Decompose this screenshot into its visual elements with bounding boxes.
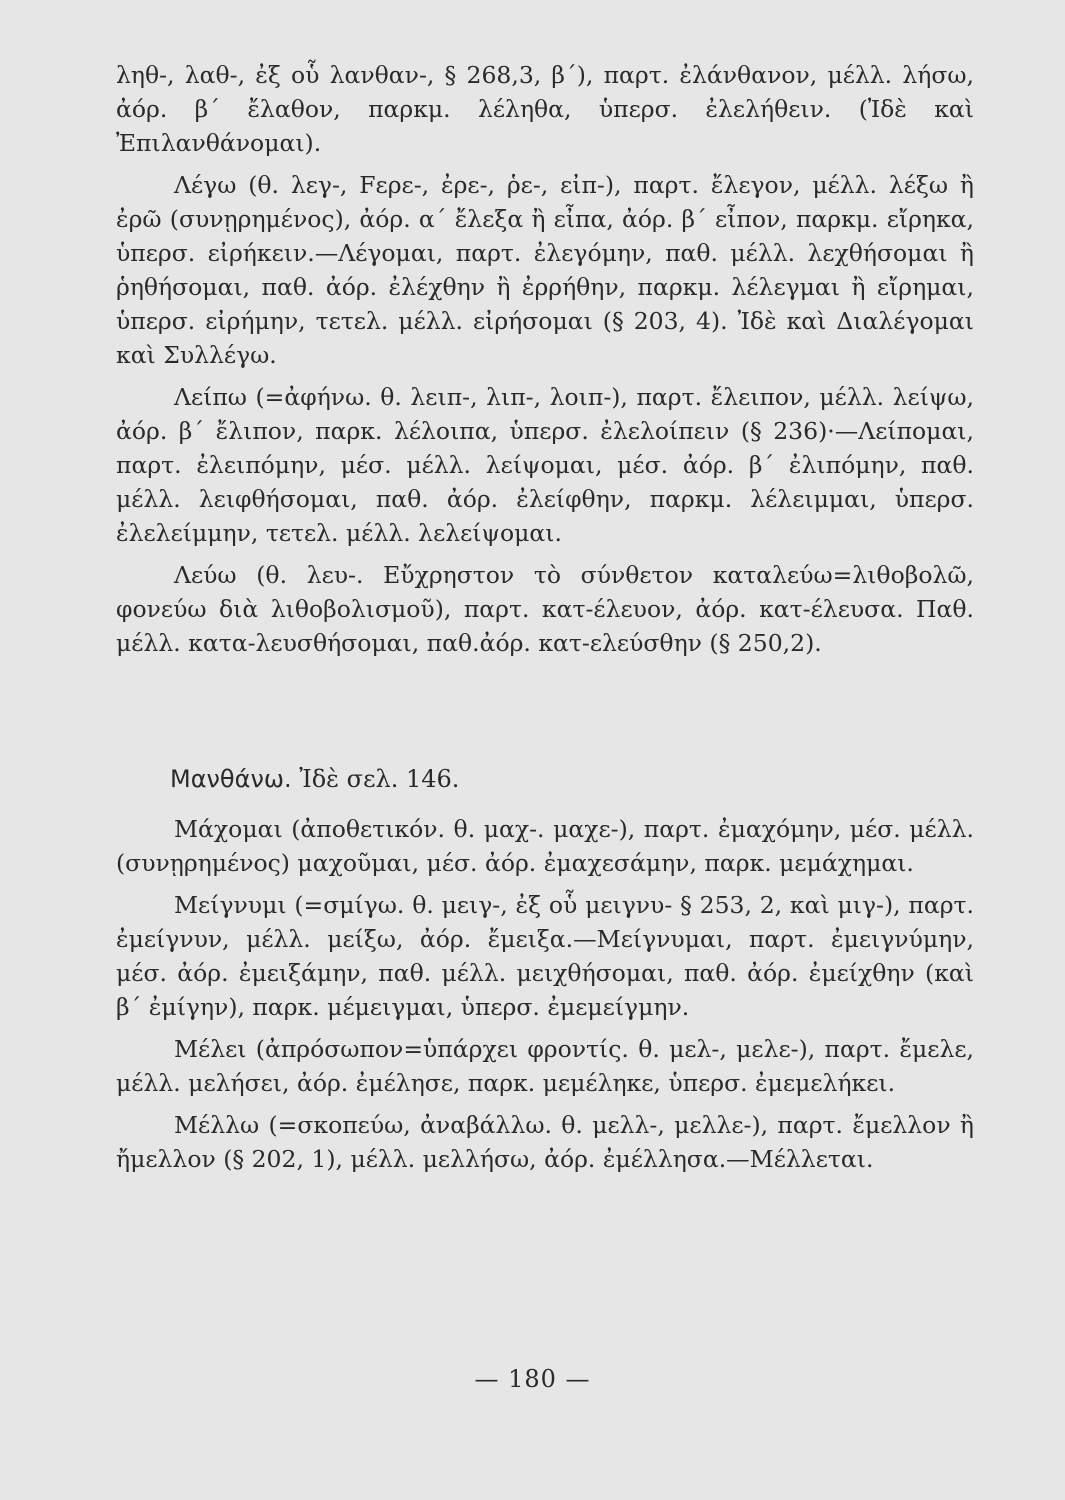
- heading-word: Μανθάνω.: [170, 765, 292, 793]
- entry-melei: Μέλει (ἀπρόσωπον=ὑπάρχει φροντίς. θ. μελ-, μελε-), παρτ. ἔμελε, μέλλ. μελήσει, ἀόρ. ἐμέλησε, παρκ. μεμέληκε, ὑπερσ. ἐμεμελήκει.: [116, 1035, 974, 1097]
- entry-lego: Λέγω (θ. λεγ-, Fερε-, ἐρε-, ῥε-, εἰπ-), παρτ. ἔλεγον, μέλλ. λέξω ἢ ἐρῶ (συνῃρημένος), ἀόρ. α΄ ἔλεξα ἢ εἶπα, ἀόρ. β΄ εἶπον, παρκμ. εἴρηκα, ὑπερσ. εἰρήκειν.—Λέγομαι, παρτ. ἐλεγόμην, παθ. μέλλ. λεχθήσομαι ἢ ῥηθήσομαι, παθ. ἀόρ. ἐλέχθην ἢ ἐρρήθην, παρκμ. λέλεγμαι ἢ εἴρημαι, ὑπερσ. εἰρήμην, τετελ. μέλλ. εἰρήσομαι (§ 203, 4). Ἰδὲ καὶ Διαλέγομαι καὶ Συλλέγω.: [116, 171, 974, 369]
- section-heading: [170, 762, 459, 796]
- entry-leipo: Λείπω (=ἀφήνω. θ. λειπ-, λιπ-, λοιπ-), παρτ. ἔλειπον, μέλλ. λείψω, ἀόρ. β΄ ἔλιπον, παρκ. λέλοιπα, ὑπερσ. ἐλελοίπειν (§ 236)·—Λείπομαι, παρτ. ἐλειπόμην, μέσ. μέλλ. λείψομαι, μέσ. ἀόρ. β΄ ἐλιπόμην, παθ. μέλλ. λειφθήσομαι, παθ. ἀόρ. ἐλείφθην, παρκμ. λέλειμμαι, ὑπερσ. ἐλελείμμην, τετελ. μέλλ. λελείψομαι.: [116, 383, 974, 547]
- page-number: — 180 —: [474, 1365, 591, 1393]
- entry-machomai: Μάχομαι (ἀποθετικόν. θ. μαχ-. μαχε-), παρτ. ἐμαχόμην, μέσ. μέλλ. (συνῃρημένος) μαχοῦμαι, μέσ. ἀόρ. ἐμαχεσάμην, παρκ. μεμάχημαι.: [116, 815, 974, 877]
- entry-meignymi: Μείγνυμι (=σμίγω. θ. μειγ-, ἐξ οὗ μειγνυ- § 253, 2, καὶ μιγ-), παρτ. ἐμείγνυν, μέλλ. μείξω, ἀόρ. ἔμειξα.—Μείγνυμαι, παρτ. ἐμειγνύμην, μέσ. ἀόρ. ἐμειξάμην, παθ. μέλλ. μειχθήσομαι, παθ. ἀόρ. ἐμείχθην (καὶ β΄ ἐμίγην), παρκ. μέμειγμαι, ὑπερσ. ἐμεμείγμην.: [116, 891, 974, 1021]
- entry-mello: Μέλλω (=σκοπεύω, ἀναβάλλω. θ. μελλ-, μελλε-), παρτ. ἔμελλον ἢ ἤμελλον (§ 202, 1), μέλλ. μελλήσω, ἀόρ. ἐμέλλησα.—Μέλλεται.: [116, 1111, 974, 1173]
- dictionary-entries-bottom: [116, 812, 974, 1176]
- entry-lanthano-continued: ληθ-, λαθ-, ἐξ οὗ λανθαν-, § 268,3, β΄), παρτ. ἐλάνθανον, μέλλ. λήσω, ἀόρ. β΄ ἔλαθον, παρκμ. λέληθα, ὑπερσ. ἐλελήθειν. (Ἰδὲ καὶ Ἐπιλανθάνομαι).: [116, 61, 974, 157]
- heading-reference: Ἰδὲ σελ. 146.: [299, 765, 460, 793]
- dictionary-entries-top: [116, 58, 974, 660]
- entry-leuo: Λεύω (θ. λευ-. Εὔχρηστον τὸ σύνθετον καταλεύω=λιθοβολῶ, φονεύω διὰ λιθοβολισμοῦ), παρτ. κατ-έλευον, ἀόρ. κατ-έλευσα. Παθ. μέλλ. κατα-λευσθήσομαι, παθ.ἀόρ. κατ-ελεύσθην (§ 250,2).: [116, 561, 974, 657]
